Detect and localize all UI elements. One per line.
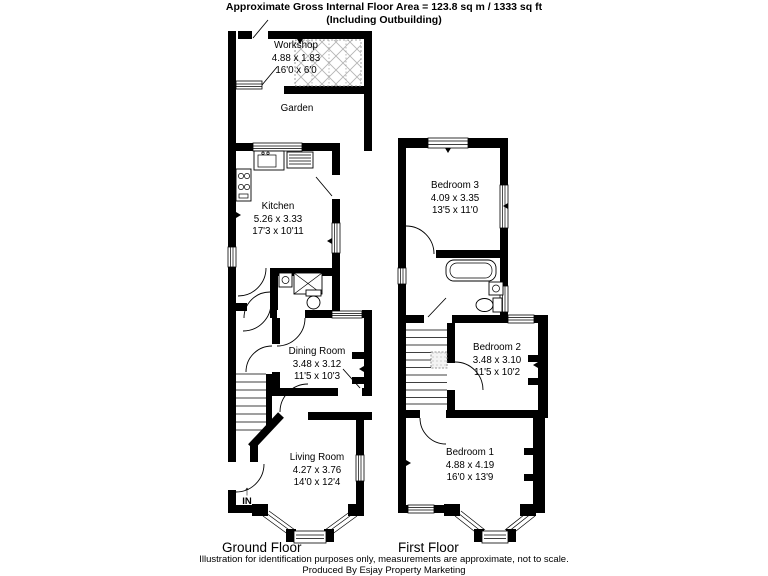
garden-label: Garden — [280, 103, 314, 114]
living-room-label — [257, 452, 377, 490]
kitchen-imperial: 17'3 x 10'11 — [252, 226, 304, 238]
bathroom-basin-icon — [489, 282, 503, 295]
bedroom2-label — [437, 342, 557, 380]
header-line1: Approximate Gross Internal Floor Area = 123.8 sq m / 1333 sq ft — [225, 1, 543, 13]
dining-room-label — [257, 346, 377, 384]
bathroom-toilet-icon — [476, 298, 502, 312]
living-imperial: 14'0 x 12'4 — [293, 477, 341, 489]
bath-icon — [446, 260, 496, 281]
kitchen-name: Kitchen — [261, 201, 295, 212]
draining-board-icon — [287, 152, 313, 168]
entrance-arrow-icon: ↑ — [243, 483, 251, 498]
workshop-metric: 4.88 x 1.83 — [271, 52, 321, 64]
bedroom1-label — [410, 447, 530, 485]
stove-icon — [236, 169, 251, 201]
header-line2: (Including Outbuilding) — [326, 14, 442, 26]
kitchen-label — [218, 201, 338, 239]
workshop-name: Workshop — [274, 40, 318, 51]
bedroom3-name: Bedroom 3 — [431, 180, 479, 191]
bedroom2-name: Bedroom 2 — [473, 342, 521, 353]
bedroom3-label — [395, 180, 515, 218]
entrance-label: IN — [242, 496, 252, 507]
footer-producer: Produced By Esjay Property Marketing — [302, 565, 466, 576]
wc-basin-icon — [279, 273, 292, 287]
footer-disclaimer: Illustration for identification purposes only, measurements are approximate, not to scale. — [199, 554, 569, 565]
bedroom3-imperial: 13'5 x 11'0 — [431, 205, 479, 217]
bedroom1-metric: 4.88 x 4.19 — [445, 459, 495, 471]
kitchen-sink-icon — [254, 151, 284, 170]
bedroom1-imperial: 16'0 x 13'9 — [446, 472, 494, 484]
dining-metric: 3.48 x 3.12 — [292, 358, 342, 370]
ground-floor-label: Ground Floor — [222, 540, 302, 555]
dining-name: Dining Room — [288, 346, 346, 357]
bay-window-ground — [252, 504, 364, 543]
wc-toilet-icon — [306, 290, 321, 309]
living-metric: 4.27 x 3.76 — [292, 464, 342, 476]
entrance-marker — [234, 484, 260, 507]
bay-window-first — [444, 504, 536, 543]
bedroom2-imperial: 11'5 x 10'2 — [473, 367, 521, 379]
workshop-label — [236, 40, 356, 78]
workshop-imperial: 16'0 x 6'0 — [275, 65, 317, 77]
kitchen-metric: 5.26 x 3.33 — [253, 213, 303, 225]
bedroom1-name: Bedroom 1 — [446, 447, 494, 458]
living-name: Living Room — [289, 452, 345, 463]
dining-imperial: 11'5 x 10'3 — [293, 371, 341, 383]
first-floor-label: First Floor — [398, 540, 459, 555]
bedroom2-metric: 3.48 x 3.10 — [472, 354, 522, 366]
bedroom3-metric: 4.09 x 3.35 — [430, 192, 480, 204]
